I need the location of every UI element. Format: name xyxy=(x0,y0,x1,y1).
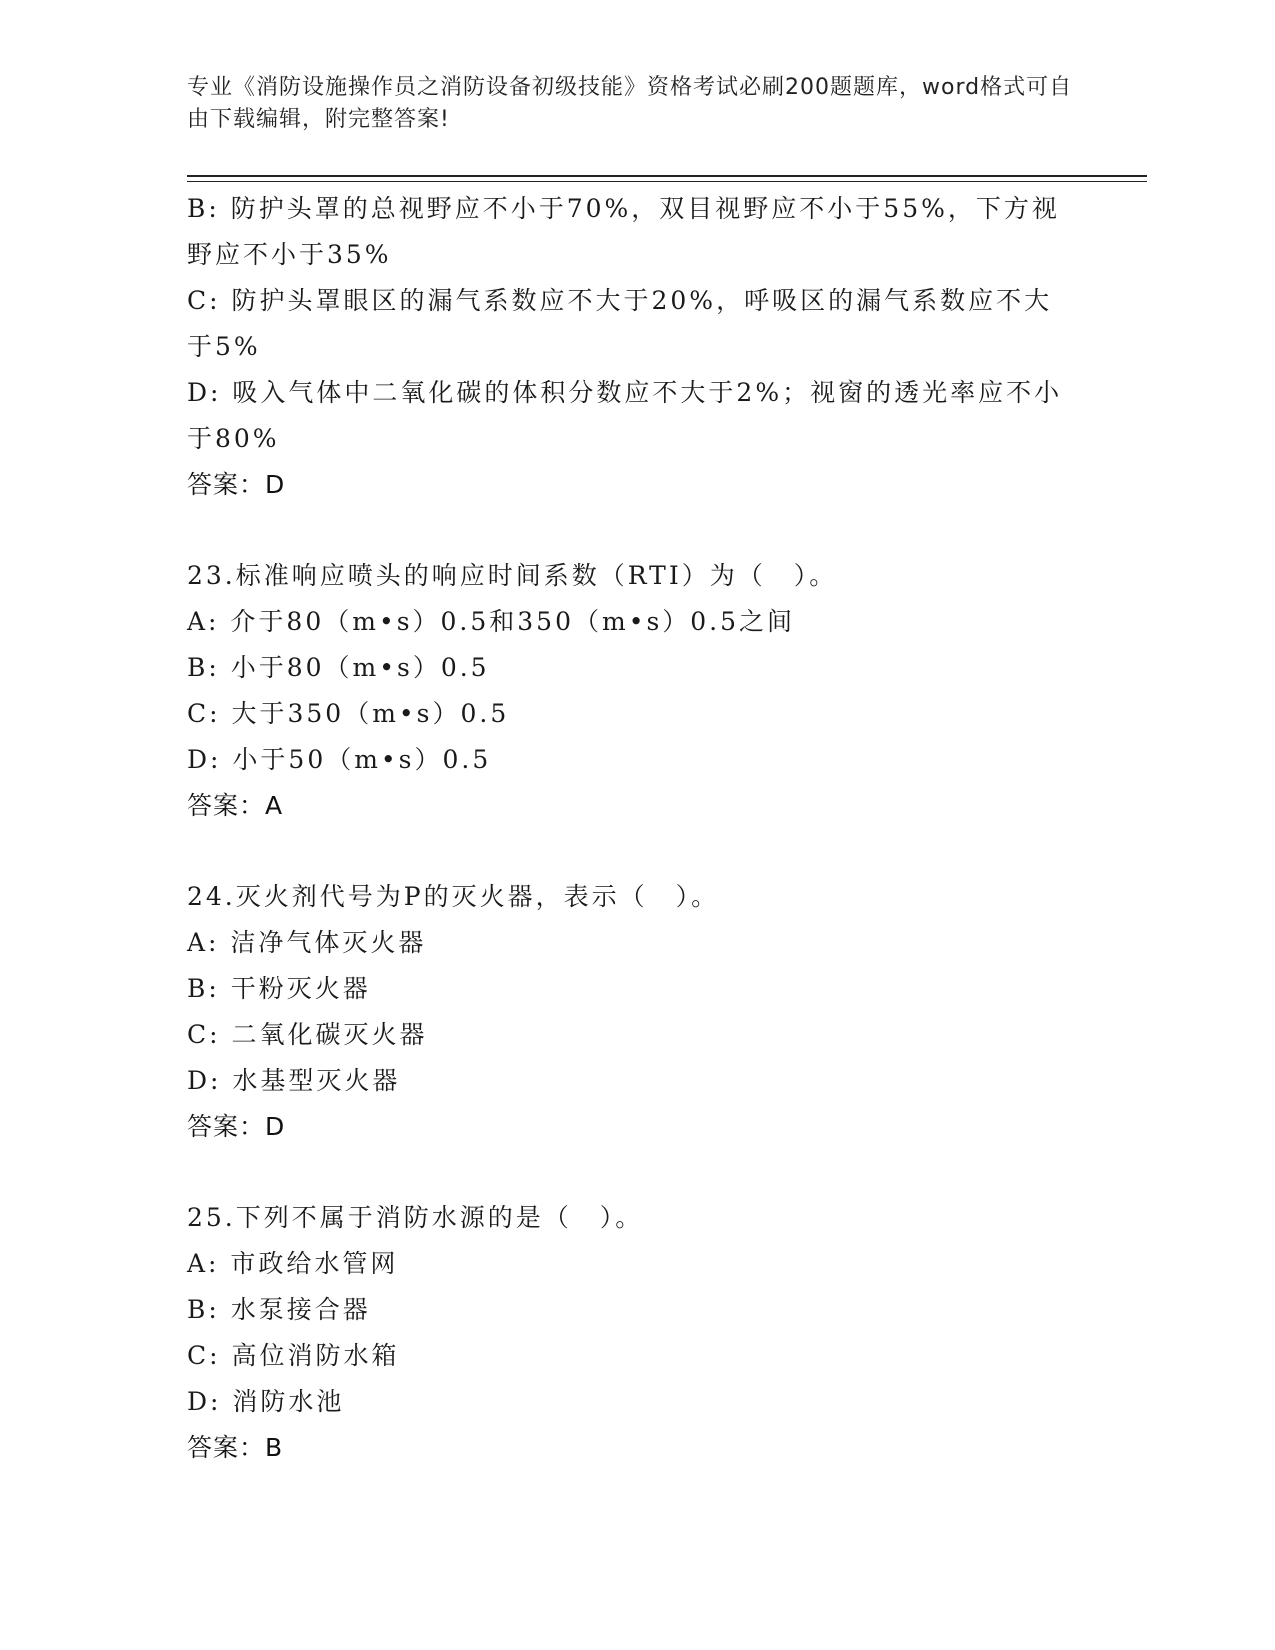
question-stem: 24.灭火剂代号为P的灭火器，表示（ ）。 xyxy=(187,882,720,911)
option-b: B: 水泵接合器 xyxy=(187,1295,371,1324)
question-stem: 25.下列不属于消防水源的是（ ）。 xyxy=(187,1203,644,1232)
option-a: A: 介于80（m•s）0.5和350（m•s）0.5之间 xyxy=(187,607,796,636)
option-b: B: 干粉灭火器 xyxy=(187,974,371,1003)
option-c: C: 二氧化碳灭火器 xyxy=(187,1020,428,1049)
question-stem: 23.标准响应喷头的响应时间系数（RTI）为（ ）。 xyxy=(187,561,838,590)
option-a: A: 洁净气体灭火器 xyxy=(187,928,427,957)
answer-text: 答案：A xyxy=(187,791,284,820)
document-header: 专业《消防设施操作员之消防设备初级技能》资格考试必刷200题题库，word格式可自由下载编辑，附完整答案! xyxy=(187,75,1073,132)
option-c: C: 大于350（m•s）0.5 xyxy=(187,699,510,728)
answer-text: 答案：D xyxy=(187,1112,286,1141)
option-c-line-2: 于5% xyxy=(187,332,261,361)
header-rule-thick xyxy=(187,175,1147,177)
option-d-line-1: D: 吸入气体中二氧化碳的体积分数应不大于2%；视窗的透光率应不小 xyxy=(187,378,1063,407)
answer-text: 答案：D xyxy=(187,470,286,499)
option-d-line-2: 于80% xyxy=(187,424,280,453)
question-25 xyxy=(187,1195,1087,1471)
question-22-continued xyxy=(187,186,1087,508)
question-spacer xyxy=(187,1150,1087,1195)
option-d: D: 水基型灭火器 xyxy=(187,1066,401,1095)
question-spacer xyxy=(187,829,1087,874)
option-b-line-2: 野应不小于35% xyxy=(187,240,392,269)
question-24 xyxy=(187,874,1087,1150)
answer-text: 答案：B xyxy=(187,1433,284,1462)
option-d: D: 小于50（m•s）0.5 xyxy=(187,745,492,774)
question-23 xyxy=(187,553,1087,829)
header-rule-thin xyxy=(187,181,1147,182)
question-spacer xyxy=(187,508,1087,553)
question-list xyxy=(187,186,1087,1471)
option-d: D: 消防水池 xyxy=(187,1387,345,1416)
option-a: A: 市政给水管网 xyxy=(187,1249,399,1278)
option-c-line-1: C: 防护头罩眼区的漏气系数应不大于20%，呼吸区的漏气系数应不大 xyxy=(187,286,1053,315)
option-b-line-1: B: 防护头罩的总视野应不小于70%，双目视野应不小于55%，下方视 xyxy=(187,194,1060,223)
option-b: B: 小于80（m•s）0.5 xyxy=(187,653,490,682)
option-c: C: 高位消防水箱 xyxy=(187,1341,400,1370)
